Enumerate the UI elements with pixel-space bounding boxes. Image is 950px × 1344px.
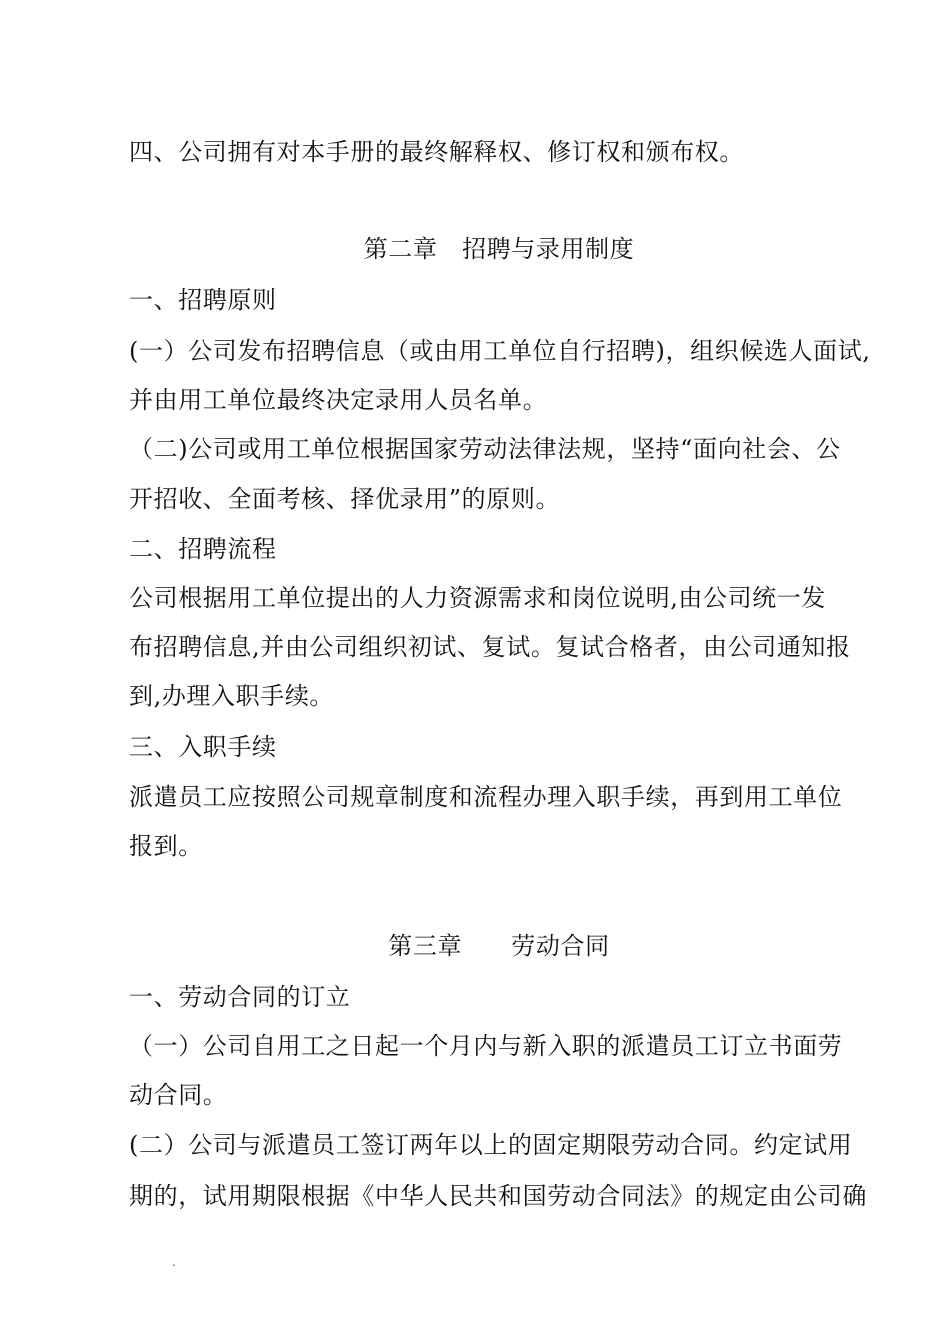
paragraph-line: 期的，试用期限根据《中华人民共和国劳动合同法》的规定由公司确 — [129, 1182, 867, 1210]
paragraph-line: 公司根据用工单位提出的人力资源需求和岗位说明,由公司统一发 — [129, 584, 827, 612]
paragraph-line: 开招收、全面考核、择优录用”的原则。 — [129, 485, 561, 513]
chapter-2-heading: 第二章 招聘与录用制度 — [363, 235, 635, 263]
paragraph-line: 到,办理入职手续。 — [129, 682, 335, 710]
paragraph-line: (二）公司与派遣员工签订两年以上的固定期限劳动合同。约定试用 — [129, 1131, 853, 1159]
clause-4-final-interpretation: 四、公司拥有对本手册的最终解释权、修订权和颁布权。 — [129, 138, 744, 166]
paragraph-line: (一）公司发布招聘信息（或由用工单位自行招聘)，组织候选人面试, — [129, 337, 871, 365]
section-contract-signing: 一、劳动合同的订立 — [129, 983, 351, 1011]
paragraph-line: 动合同。 — [129, 1081, 228, 1109]
footer-mark: . — [172, 1255, 176, 1269]
chapter-3-heading: 第三章 劳动合同 — [388, 932, 610, 960]
paragraph-line: 报到。 — [129, 832, 203, 860]
section-recruitment-process: 二、招聘流程 — [129, 535, 277, 563]
paragraph-line: 布招聘信息,并由公司组织初试、复试。复试合格者，由公司通知报 — [129, 633, 851, 661]
paragraph-line: （一）公司自用工之日起一个月内与新入职的派遣员工订立书面劳 — [129, 1032, 843, 1060]
section-recruitment-principles: 一、招聘原则 — [129, 286, 277, 314]
section-onboarding: 三、入职手续 — [129, 733, 277, 761]
paragraph-line: 派遣员工应按照公司规章制度和流程办理入职手续，再到用工单位 — [129, 783, 843, 811]
paragraph-line: 并由用工单位最终决定录用人员名单。 — [129, 386, 548, 414]
paragraph-line: （二)公司或用工单位根据国家劳动法律法规，坚持“面向社会、公 — [129, 435, 841, 463]
